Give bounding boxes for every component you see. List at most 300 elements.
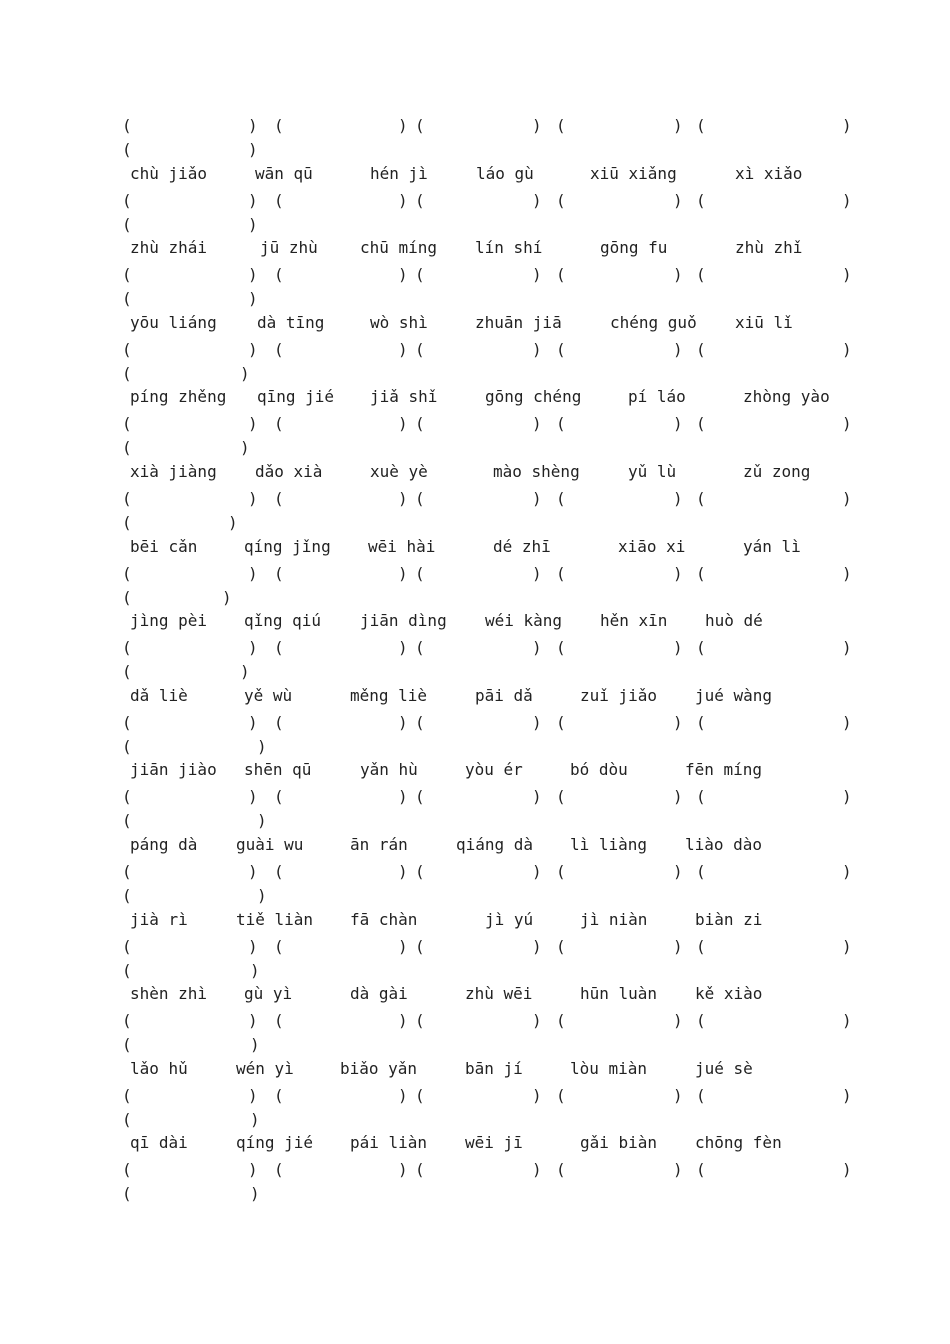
pinyin-word: hén jì xyxy=(370,164,428,183)
pinyin-word: xià jiàng xyxy=(130,462,217,481)
open-bracket[interactable]: ( xyxy=(122,414,132,433)
answer-bracket-row xyxy=(0,636,950,660)
open-bracket[interactable]: ( xyxy=(122,140,132,159)
open-bracket[interactable]: ( xyxy=(122,564,132,583)
close-bracket: ) xyxy=(398,787,408,806)
close-bracket: ) xyxy=(248,265,258,284)
open-bracket[interactable]: ( xyxy=(415,265,425,284)
close-bracket: ) xyxy=(240,364,250,383)
answer-bracket-overflow-row xyxy=(0,213,950,237)
close-bracket: ) xyxy=(673,937,683,956)
close-bracket: ) xyxy=(398,1160,408,1179)
pinyin-row xyxy=(0,385,950,409)
close-bracket: ) xyxy=(248,414,258,433)
pinyin-word: lì liàng xyxy=(570,835,648,854)
pinyin-word: xuè yè xyxy=(370,462,428,481)
open-bracket[interactable]: ( xyxy=(274,265,284,284)
open-bracket[interactable]: ( xyxy=(696,265,706,284)
answer-bracket-row xyxy=(0,114,950,138)
open-bracket[interactable]: ( xyxy=(556,1086,566,1105)
close-bracket: ) xyxy=(398,340,408,359)
open-bracket[interactable]: ( xyxy=(122,1184,132,1203)
pinyin-word: gōng fu xyxy=(600,238,668,257)
close-bracket: ) xyxy=(673,638,683,657)
close-bracket: ) xyxy=(842,414,852,433)
close-bracket: ) xyxy=(250,1110,260,1129)
pinyin-word: biàn zi xyxy=(695,910,763,929)
close-bracket: ) xyxy=(673,713,683,732)
pinyin-word: jì yú xyxy=(485,910,534,929)
open-bracket[interactable]: ( xyxy=(696,489,706,508)
open-bracket[interactable]: ( xyxy=(696,116,706,135)
pinyin-word: xì xiǎo xyxy=(735,164,803,183)
answer-bracket-overflow-row xyxy=(0,1033,950,1057)
answer-bracket-row xyxy=(0,711,950,735)
open-bracket[interactable]: ( xyxy=(122,1035,132,1054)
open-bracket[interactable]: ( xyxy=(274,564,284,583)
close-bracket: ) xyxy=(398,116,408,135)
close-bracket: ) xyxy=(532,1011,542,1030)
open-bracket[interactable]: ( xyxy=(415,1086,425,1105)
close-bracket: ) xyxy=(842,862,852,881)
pinyin-word: qǐng qiú xyxy=(244,611,322,630)
open-bracket[interactable]: ( xyxy=(556,713,566,732)
pinyin-row xyxy=(0,236,950,260)
open-bracket[interactable]: ( xyxy=(415,340,425,359)
answer-bracket-overflow-row xyxy=(0,884,950,908)
close-bracket: ) xyxy=(673,1086,683,1105)
open-bracket[interactable]: ( xyxy=(696,1086,706,1105)
open-bracket[interactable]: ( xyxy=(122,364,132,383)
pinyin-word: guài wu xyxy=(236,835,304,854)
close-bracket: ) xyxy=(248,638,258,657)
close-bracket: ) xyxy=(532,340,542,359)
open-bracket[interactable]: ( xyxy=(415,787,425,806)
open-bracket[interactable]: ( xyxy=(274,191,284,210)
answer-bracket-row xyxy=(0,189,950,213)
open-bracket[interactable]: ( xyxy=(274,937,284,956)
pinyin-word: huò dé xyxy=(705,611,763,630)
pinyin-word: lín shí xyxy=(475,238,543,257)
open-bracket[interactable]: ( xyxy=(556,340,566,359)
open-bracket[interactable]: ( xyxy=(274,489,284,508)
close-bracket: ) xyxy=(842,340,852,359)
pinyin-word: xiū lǐ xyxy=(735,313,793,332)
open-bracket[interactable]: ( xyxy=(696,713,706,732)
pinyin-word: bān jí xyxy=(465,1059,523,1078)
open-bracket[interactable]: ( xyxy=(122,737,132,756)
close-bracket: ) xyxy=(250,1184,260,1203)
pinyin-word: liào dào xyxy=(685,835,763,854)
answer-bracket-row xyxy=(0,1084,950,1108)
close-bracket: ) xyxy=(842,713,852,732)
answer-bracket-overflow-row xyxy=(0,287,950,311)
answer-bracket-overflow-row xyxy=(0,1108,950,1132)
close-bracket: ) xyxy=(532,265,542,284)
close-bracket: ) xyxy=(532,713,542,732)
open-bracket[interactable]: ( xyxy=(556,862,566,881)
open-bracket[interactable]: ( xyxy=(556,489,566,508)
close-bracket: ) xyxy=(532,489,542,508)
open-bracket[interactable]: ( xyxy=(556,787,566,806)
open-bracket[interactable]: ( xyxy=(122,340,132,359)
close-bracket: ) xyxy=(673,862,683,881)
open-bracket[interactable]: ( xyxy=(415,414,425,433)
pinyin-word: dé zhī xyxy=(493,537,551,556)
pinyin-word: zuǐ jiǎo xyxy=(580,686,658,705)
answer-bracket-overflow-row xyxy=(0,660,950,684)
pinyin-word: mào shèng xyxy=(493,462,580,481)
open-bracket[interactable]: ( xyxy=(122,265,132,284)
close-bracket: ) xyxy=(532,414,542,433)
pinyin-row xyxy=(0,908,950,932)
open-bracket[interactable]: ( xyxy=(696,1160,706,1179)
open-bracket[interactable]: ( xyxy=(274,1011,284,1030)
open-bracket[interactable]: ( xyxy=(696,1011,706,1030)
open-bracket[interactable]: ( xyxy=(122,787,132,806)
pinyin-word: tiě liàn xyxy=(236,910,314,929)
close-bracket: ) xyxy=(673,564,683,583)
answer-bracket-row xyxy=(0,338,950,362)
close-bracket: ) xyxy=(398,191,408,210)
pinyin-word: jū zhù xyxy=(260,238,318,257)
open-bracket[interactable]: ( xyxy=(696,340,706,359)
pinyin-word: yǎn hù xyxy=(360,760,418,779)
open-bracket[interactable]: ( xyxy=(415,1011,425,1030)
close-bracket: ) xyxy=(842,1160,852,1179)
open-bracket[interactable]: ( xyxy=(122,438,132,457)
pinyin-word: lòu miàn xyxy=(570,1059,648,1078)
close-bracket: ) xyxy=(673,265,683,284)
close-bracket: ) xyxy=(532,1086,542,1105)
pinyin-word: zhòng yào xyxy=(743,387,830,406)
pinyin-word: qiáng dà xyxy=(456,835,534,854)
pinyin-word: chū míng xyxy=(360,238,438,257)
answer-bracket-row xyxy=(0,1158,950,1182)
open-bracket[interactable]: ( xyxy=(415,937,425,956)
pinyin-word: dà tīng xyxy=(257,313,325,332)
close-bracket: ) xyxy=(248,564,258,583)
pinyin-word: qíng jǐng xyxy=(244,537,331,556)
answer-bracket-row xyxy=(0,860,950,884)
pinyin-word: zhù zhǐ xyxy=(735,238,803,257)
close-bracket: ) xyxy=(842,191,852,210)
open-bracket[interactable]: ( xyxy=(274,414,284,433)
open-bracket[interactable]: ( xyxy=(122,811,132,830)
open-bracket[interactable]: ( xyxy=(415,862,425,881)
close-bracket: ) xyxy=(842,787,852,806)
close-bracket: ) xyxy=(250,961,260,980)
open-bracket[interactable]: ( xyxy=(122,116,132,135)
pinyin-word: gǎi biàn xyxy=(580,1133,658,1152)
close-bracket: ) xyxy=(842,937,852,956)
open-bracket[interactable]: ( xyxy=(556,265,566,284)
close-bracket: ) xyxy=(673,1160,683,1179)
pinyin-word: lǎo hǔ xyxy=(130,1059,188,1078)
pinyin-word: láo gù xyxy=(476,164,534,183)
pinyin-word: shèn zhì xyxy=(130,984,208,1003)
close-bracket: ) xyxy=(248,1086,258,1105)
close-bracket: ) xyxy=(248,489,258,508)
answer-bracket-row xyxy=(0,1009,950,1033)
pinyin-word: bēi cǎn xyxy=(130,537,198,556)
answer-bracket-overflow-row xyxy=(0,362,950,386)
close-bracket: ) xyxy=(532,937,542,956)
open-bracket[interactable]: ( xyxy=(696,414,706,433)
open-bracket[interactable]: ( xyxy=(122,713,132,732)
answer-bracket-overflow-row xyxy=(0,959,950,983)
open-bracket[interactable]: ( xyxy=(696,564,706,583)
answer-bracket-overflow-row xyxy=(0,1182,950,1206)
close-bracket: ) xyxy=(248,289,258,308)
open-bracket[interactable]: ( xyxy=(415,116,425,135)
pinyin-word: yōu liáng xyxy=(130,313,217,332)
close-bracket: ) xyxy=(398,1086,408,1105)
open-bracket[interactable]: ( xyxy=(696,638,706,657)
pinyin-word: wò shì xyxy=(370,313,428,332)
pinyin-word: pí láo xyxy=(628,387,686,406)
close-bracket: ) xyxy=(842,265,852,284)
pinyin-word: zhù zhái xyxy=(130,238,208,257)
open-bracket[interactable]: ( xyxy=(122,513,132,532)
close-bracket: ) xyxy=(398,564,408,583)
pinyin-word: wān qū xyxy=(255,164,313,183)
close-bracket: ) xyxy=(248,1160,258,1179)
answer-bracket-overflow-row xyxy=(0,586,950,610)
open-bracket[interactable]: ( xyxy=(556,191,566,210)
open-bracket[interactable]: ( xyxy=(556,1160,566,1179)
pinyin-row xyxy=(0,609,950,633)
pinyin-word: hěn xīn xyxy=(600,611,668,630)
answer-bracket-row xyxy=(0,785,950,809)
open-bracket[interactable]: ( xyxy=(415,191,425,210)
close-bracket: ) xyxy=(532,1160,542,1179)
answer-bracket-row xyxy=(0,562,950,586)
open-bracket[interactable]: ( xyxy=(696,937,706,956)
close-bracket: ) xyxy=(248,787,258,806)
close-bracket: ) xyxy=(240,438,250,457)
pinyin-word: zhuān jiā xyxy=(475,313,562,332)
open-bracket[interactable]: ( xyxy=(274,340,284,359)
pinyin-word: qīng jié xyxy=(257,387,335,406)
close-bracket: ) xyxy=(842,564,852,583)
pinyin-word: biǎo yǎn xyxy=(340,1059,418,1078)
pinyin-word: dǎo xià xyxy=(255,462,323,481)
pinyin-row xyxy=(0,758,950,782)
pinyin-word: dǎ liè xyxy=(130,686,188,705)
close-bracket: ) xyxy=(673,340,683,359)
pinyin-word: chōng fèn xyxy=(695,1133,782,1152)
close-bracket: ) xyxy=(842,1086,852,1105)
pinyin-row xyxy=(0,684,950,708)
close-bracket: ) xyxy=(673,414,683,433)
close-bracket: ) xyxy=(532,564,542,583)
pinyin-row xyxy=(0,162,950,186)
close-bracket: ) xyxy=(532,638,542,657)
open-bracket[interactable]: ( xyxy=(122,1011,132,1030)
open-bracket[interactable]: ( xyxy=(122,886,132,905)
pinyin-word: píng zhěng xyxy=(130,387,227,406)
open-bracket[interactable]: ( xyxy=(122,862,132,881)
pinyin-word: jué wàng xyxy=(695,686,773,705)
pinyin-word: pāi dǎ xyxy=(475,686,533,705)
open-bracket[interactable]: ( xyxy=(274,787,284,806)
pinyin-word: pái liàn xyxy=(350,1133,428,1152)
pinyin-word: qī dài xyxy=(130,1133,188,1152)
open-bracket[interactable]: ( xyxy=(122,937,132,956)
pinyin-row xyxy=(0,460,950,484)
close-bracket: ) xyxy=(673,191,683,210)
answer-bracket-overflow-row xyxy=(0,138,950,162)
close-bracket: ) xyxy=(250,1035,260,1054)
open-bracket[interactable]: ( xyxy=(274,862,284,881)
pinyin-word: zhù wēi xyxy=(465,984,533,1003)
pinyin-word: yòu ér xyxy=(465,760,523,779)
pinyin-word: kě xiào xyxy=(695,984,763,1003)
open-bracket[interactable]: ( xyxy=(122,289,132,308)
close-bracket: ) xyxy=(398,265,408,284)
pinyin-word: páng dà xyxy=(130,835,198,854)
open-bracket[interactable]: ( xyxy=(122,1086,132,1105)
pinyin-word: xiū xiǎng xyxy=(590,164,677,183)
open-bracket[interactable]: ( xyxy=(122,215,132,234)
close-bracket: ) xyxy=(532,862,542,881)
pinyin-row xyxy=(0,982,950,1006)
open-bracket[interactable]: ( xyxy=(415,564,425,583)
close-bracket: ) xyxy=(222,588,232,607)
close-bracket: ) xyxy=(842,1011,852,1030)
answer-bracket-row xyxy=(0,263,950,287)
open-bracket[interactable]: ( xyxy=(556,116,566,135)
open-bracket[interactable]: ( xyxy=(415,713,425,732)
pinyin-word: fā chàn xyxy=(350,910,418,929)
close-bracket: ) xyxy=(673,116,683,135)
pinyin-word: yě wù xyxy=(244,686,293,705)
answer-bracket-overflow-row xyxy=(0,511,950,535)
pinyin-word: jué sè xyxy=(695,1059,753,1078)
open-bracket[interactable]: ( xyxy=(122,1110,132,1129)
open-bracket[interactable]: ( xyxy=(274,116,284,135)
pinyin-row xyxy=(0,1057,950,1081)
close-bracket: ) xyxy=(398,638,408,657)
close-bracket: ) xyxy=(248,1011,258,1030)
close-bracket: ) xyxy=(228,513,238,532)
open-bracket[interactable]: ( xyxy=(415,1160,425,1179)
answer-bracket-row xyxy=(0,487,950,511)
answer-bracket-overflow-row xyxy=(0,809,950,833)
close-bracket: ) xyxy=(842,489,852,508)
open-bracket[interactable]: ( xyxy=(122,588,132,607)
pinyin-word: jiān dìng xyxy=(360,611,447,630)
close-bracket: ) xyxy=(842,638,852,657)
close-bracket: ) xyxy=(248,215,258,234)
pinyin-word: yán lì xyxy=(743,537,801,556)
close-bracket: ) xyxy=(248,937,258,956)
close-bracket: ) xyxy=(532,787,542,806)
pinyin-word: bó dòu xyxy=(570,760,628,779)
answer-bracket-row xyxy=(0,412,950,436)
pinyin-word: wēi jī xyxy=(465,1133,523,1152)
close-bracket: ) xyxy=(842,116,852,135)
close-bracket: ) xyxy=(398,937,408,956)
open-bracket[interactable]: ( xyxy=(415,489,425,508)
pinyin-row xyxy=(0,1131,950,1155)
open-bracket[interactable]: ( xyxy=(556,1011,566,1030)
answer-bracket-overflow-row xyxy=(0,436,950,460)
open-bracket[interactable]: ( xyxy=(556,564,566,583)
pinyin-word: qíng jié xyxy=(236,1133,314,1152)
pinyin-word: chéng guǒ xyxy=(610,313,697,332)
pinyin-word: shēn qū xyxy=(244,760,312,779)
close-bracket: ) xyxy=(398,414,408,433)
pinyin-word: gōng chéng xyxy=(485,387,582,406)
open-bracket[interactable]: ( xyxy=(556,937,566,956)
pinyin-row xyxy=(0,833,950,857)
pinyin-row xyxy=(0,535,950,559)
pinyin-word: wēi hài xyxy=(368,537,436,556)
close-bracket: ) xyxy=(673,787,683,806)
open-bracket[interactable]: ( xyxy=(556,638,566,657)
pinyin-word: jiǎ shǐ xyxy=(370,387,438,406)
open-bracket[interactable]: ( xyxy=(696,787,706,806)
open-bracket[interactable]: ( xyxy=(122,489,132,508)
close-bracket: ) xyxy=(532,116,542,135)
pinyin-word: měng liè xyxy=(350,686,428,705)
open-bracket[interactable]: ( xyxy=(696,191,706,210)
pinyin-word: jìng pèi xyxy=(130,611,208,630)
pinyin-word: dà gài xyxy=(350,984,408,1003)
open-bracket[interactable]: ( xyxy=(274,638,284,657)
pinyin-word: wén yì xyxy=(236,1059,294,1078)
close-bracket: ) xyxy=(240,662,250,681)
close-bracket: ) xyxy=(248,340,258,359)
open-bracket[interactable]: ( xyxy=(556,414,566,433)
open-bracket[interactable]: ( xyxy=(122,1160,132,1179)
pinyin-word: chù jiǎo xyxy=(130,164,208,183)
pinyin-word: xiāo xi xyxy=(618,537,686,556)
pinyin-word: jì niàn xyxy=(580,910,648,929)
answer-bracket-row xyxy=(0,935,950,959)
close-bracket: ) xyxy=(673,489,683,508)
close-bracket: ) xyxy=(398,862,408,881)
open-bracket[interactable]: ( xyxy=(274,713,284,732)
pinyin-word: ān rán xyxy=(350,835,408,854)
pinyin-word: hūn luàn xyxy=(580,984,658,1003)
open-bracket[interactable]: ( xyxy=(274,1086,284,1105)
close-bracket: ) xyxy=(398,713,408,732)
open-bracket[interactable]: ( xyxy=(122,638,132,657)
open-bracket[interactable]: ( xyxy=(274,1160,284,1179)
pinyin-word: zǔ zong xyxy=(743,462,811,481)
open-bracket[interactable]: ( xyxy=(415,638,425,657)
pinyin-word: wéi kàng xyxy=(485,611,563,630)
close-bracket: ) xyxy=(532,191,542,210)
close-bracket: ) xyxy=(248,116,258,135)
close-bracket: ) xyxy=(673,1011,683,1030)
open-bracket[interactable]: ( xyxy=(122,191,132,210)
pinyin-row xyxy=(0,311,950,335)
close-bracket: ) xyxy=(248,713,258,732)
close-bracket: ) xyxy=(257,886,267,905)
close-bracket: ) xyxy=(248,862,258,881)
open-bracket[interactable]: ( xyxy=(696,862,706,881)
close-bracket: ) xyxy=(257,811,267,830)
open-bracket[interactable]: ( xyxy=(122,662,132,681)
close-bracket: ) xyxy=(248,191,258,210)
close-bracket: ) xyxy=(398,489,408,508)
open-bracket[interactable]: ( xyxy=(122,961,132,980)
pinyin-word: jià rì xyxy=(130,910,188,929)
